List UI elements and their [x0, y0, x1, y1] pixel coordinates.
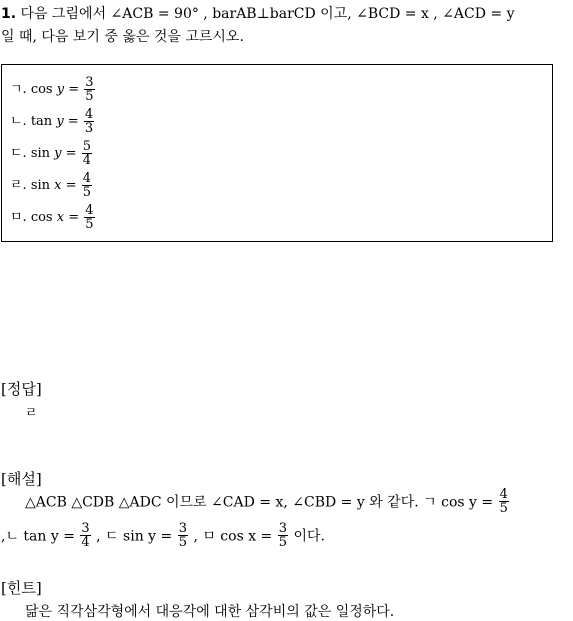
- choice-1-eq: =: [64, 82, 84, 97]
- answer-value: ㄹ: [25, 406, 38, 421]
- choice-1-den: 5: [85, 89, 94, 104]
- explanation-frac4-num: 3: [278, 521, 288, 536]
- explanation-fraction-1: [499, 488, 509, 515]
- answer-heading: [정답]: [1, 380, 42, 398]
- choice-4: [10, 172, 93, 199]
- question-text-2: 일 때, 다음 보기 중 옳은 것을 고르시오.: [1, 29, 244, 45]
- choice-5: [10, 204, 96, 231]
- choice-2-fraction: [84, 108, 94, 135]
- explanation-frac3-num: 3: [178, 521, 187, 536]
- explanation-fraction-3: [178, 522, 188, 549]
- explanation-text-1: △ACB △CDB △ADC 이므로 ∠CAD = x, ∠CBD = y 와 같다. ㄱ cos y =: [25, 494, 494, 511]
- choice-3-eq: =: [61, 146, 81, 161]
- explanation-line-1: [25, 488, 510, 515]
- choice-4-num: 4: [82, 171, 91, 186]
- explanation-frac4-den: 5: [278, 535, 288, 550]
- explanation-frac1-den: 5: [499, 501, 508, 516]
- choice-2-eq: =: [63, 114, 83, 129]
- explanation-frac1-num: 4: [499, 487, 508, 502]
- choice-1-var: y: [56, 82, 65, 97]
- explanation-part-4: 이다.: [293, 528, 325, 545]
- explanation-line-2: [1, 522, 325, 549]
- explanation-heading: [해설]: [1, 470, 42, 488]
- explanation-fraction-2: [80, 522, 90, 549]
- explanation-fraction-4: [278, 522, 288, 549]
- choice-4-func: ㄹ. sin: [10, 178, 51, 193]
- question-line-2: [1, 26, 244, 46]
- question-text-1: 다음 그림에서 ∠ACB = 90° , barAB⊥barCD 이고, ∠BCD = x , ∠ACD = y: [20, 6, 515, 22]
- choice-3-den: 4: [82, 153, 91, 168]
- choice-2-den: 3: [84, 121, 94, 136]
- choice-5-den: 5: [85, 217, 94, 232]
- choice-3-func: ㄷ. sin: [10, 146, 51, 161]
- hint-heading: [힌트]: [1, 579, 42, 597]
- choice-3: [10, 140, 93, 167]
- hint-text: 닮은 직각삼각형에서 대응각에 대한 삼각비의 값은 일정하다.: [25, 604, 395, 620]
- question-line-1: [1, 3, 515, 23]
- choice-4-eq: =: [61, 178, 81, 193]
- explanation-part-3: , ㅁ cos x =: [193, 528, 273, 545]
- choice-1-fraction: [84, 76, 94, 103]
- choice-3-num: 5: [82, 139, 91, 154]
- choice-2: [10, 108, 95, 135]
- explanation-part-2: , ㄷ sin y =: [96, 528, 173, 545]
- choice-5-var: x: [56, 210, 65, 225]
- choice-1-func: ㄱ. cos: [10, 82, 53, 97]
- explanation-frac2-den: 4: [81, 535, 90, 550]
- choice-2-var: y: [56, 114, 64, 129]
- choice-1-num: 3: [85, 75, 94, 90]
- question-number: 1.: [1, 6, 17, 22]
- choice-1: [10, 76, 96, 103]
- choice-5-func: ㅁ. cos: [10, 210, 53, 225]
- choice-2-func: ㄴ. tan: [10, 114, 53, 129]
- choice-4-var: x: [54, 178, 62, 193]
- choices-box: [1, 64, 553, 242]
- choice-4-fraction: [82, 172, 92, 199]
- choice-5-num: 4: [85, 203, 94, 218]
- choice-2-num: 4: [84, 107, 94, 122]
- choice-4-den: 5: [82, 185, 91, 200]
- choice-5-eq: =: [64, 210, 84, 225]
- explanation-frac2-num: 3: [81, 521, 90, 536]
- explanation-frac3-den: 5: [178, 535, 187, 550]
- explanation-part-1: ,ㄴ tan y =: [1, 528, 75, 545]
- choice-3-fraction: [82, 140, 92, 167]
- choice-3-var: y: [54, 146, 62, 161]
- choice-5-fraction: [84, 204, 94, 231]
